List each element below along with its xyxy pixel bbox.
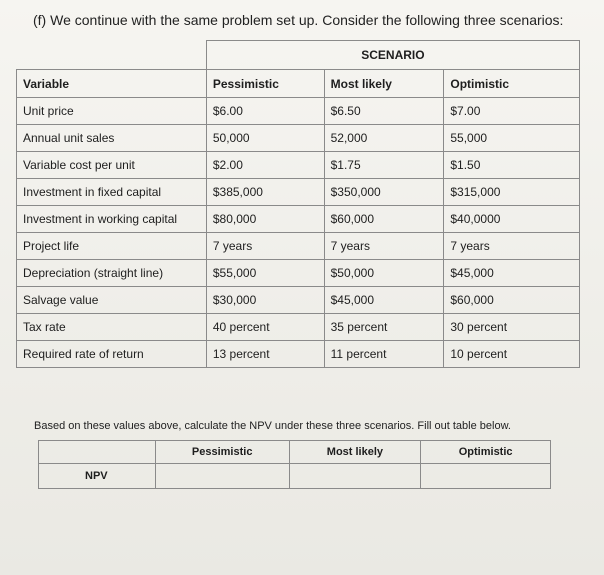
col-header-pessimistic: Pessimistic xyxy=(206,70,324,98)
variable-cell: Depreciation (straight line) xyxy=(17,260,207,287)
table-row xyxy=(17,341,580,368)
col-header-optimistic: Optimistic xyxy=(444,70,580,98)
most-likely-cell: 35 percent xyxy=(324,314,444,341)
most-likely-cell: $6.50 xyxy=(324,98,444,125)
problem-heading: (f) We continue with the same problem set up. Consider the following three scenarios: xyxy=(33,12,564,28)
npv-row-label: NPV xyxy=(39,464,156,489)
optimistic-cell: 7 years xyxy=(444,233,580,260)
pessimistic-cell: 13 percent xyxy=(206,341,324,368)
table-row xyxy=(17,206,580,233)
pessimistic-cell: $55,000 xyxy=(206,260,324,287)
optimistic-cell: $40,0000 xyxy=(444,206,580,233)
table-header-row xyxy=(17,70,580,98)
pessimistic-cell: $80,000 xyxy=(206,206,324,233)
most-likely-cell: $60,000 xyxy=(324,206,444,233)
optimistic-cell: $315,000 xyxy=(444,179,580,206)
variable-cell: Salvage value xyxy=(17,287,207,314)
pessimistic-cell: 7 years xyxy=(206,233,324,260)
scenario-corner-cell xyxy=(17,41,207,70)
table-row xyxy=(17,179,580,206)
npv-optimistic-cell[interactable] xyxy=(421,464,551,489)
most-likely-cell: $1.75 xyxy=(324,152,444,179)
scenario-label: SCENARIO xyxy=(206,41,579,70)
pessimistic-cell: 50,000 xyxy=(206,125,324,152)
scenario-table xyxy=(16,40,580,368)
scenario-title-row xyxy=(17,41,580,70)
optimistic-cell: 55,000 xyxy=(444,125,580,152)
optimistic-cell: $60,000 xyxy=(444,287,580,314)
npv-most-likely-cell[interactable] xyxy=(289,464,421,489)
pessimistic-cell: $2.00 xyxy=(206,152,324,179)
pessimistic-cell: $385,000 xyxy=(206,179,324,206)
most-likely-cell: $50,000 xyxy=(324,260,444,287)
table-row xyxy=(17,260,580,287)
npv-table xyxy=(38,440,551,489)
pessimistic-cell: 40 percent xyxy=(206,314,324,341)
table-row xyxy=(17,125,580,152)
optimistic-cell: $1.50 xyxy=(444,152,580,179)
col-header-most-likely: Most likely xyxy=(324,70,444,98)
variable-cell: Variable cost per unit xyxy=(17,152,207,179)
npv-pessimistic-cell[interactable] xyxy=(155,464,289,489)
table-row xyxy=(17,233,580,260)
optimistic-cell: 10 percent xyxy=(444,341,580,368)
table-row xyxy=(17,287,580,314)
variable-cell: Unit price xyxy=(17,98,207,125)
optimistic-cell: $45,000 xyxy=(444,260,580,287)
variable-cell: Tax rate xyxy=(17,314,207,341)
most-likely-cell: $350,000 xyxy=(324,179,444,206)
npv-col-header-pessimistic: Pessimistic xyxy=(155,441,289,464)
pessimistic-cell: $6.00 xyxy=(206,98,324,125)
npv-header-row xyxy=(39,441,551,464)
variable-cell: Project life xyxy=(17,233,207,260)
variable-cell: Required rate of return xyxy=(17,341,207,368)
table-row xyxy=(17,152,580,179)
variable-cell: Investment in working capital xyxy=(17,206,207,233)
variable-cell: Annual unit sales xyxy=(17,125,207,152)
npv-col-header-most-likely: Most likely xyxy=(289,441,421,464)
most-likely-cell: 52,000 xyxy=(324,125,444,152)
pessimistic-cell: $30,000 xyxy=(206,287,324,314)
npv-instruction: Based on these values above, calculate the NPV under these three scenarios. Fill out table below. xyxy=(34,420,511,432)
table-row xyxy=(17,314,580,341)
variable-cell: Investment in fixed capital xyxy=(17,179,207,206)
most-likely-cell: 11 percent xyxy=(324,341,444,368)
npv-col-header-optimistic: Optimistic xyxy=(421,441,551,464)
optimistic-cell: 30 percent xyxy=(444,314,580,341)
npv-corner-cell xyxy=(39,441,156,464)
col-header-variable: Variable xyxy=(17,70,207,98)
optimistic-cell: $7.00 xyxy=(444,98,580,125)
most-likely-cell: $45,000 xyxy=(324,287,444,314)
table-row xyxy=(17,98,580,125)
most-likely-cell: 7 years xyxy=(324,233,444,260)
npv-row xyxy=(39,464,551,489)
